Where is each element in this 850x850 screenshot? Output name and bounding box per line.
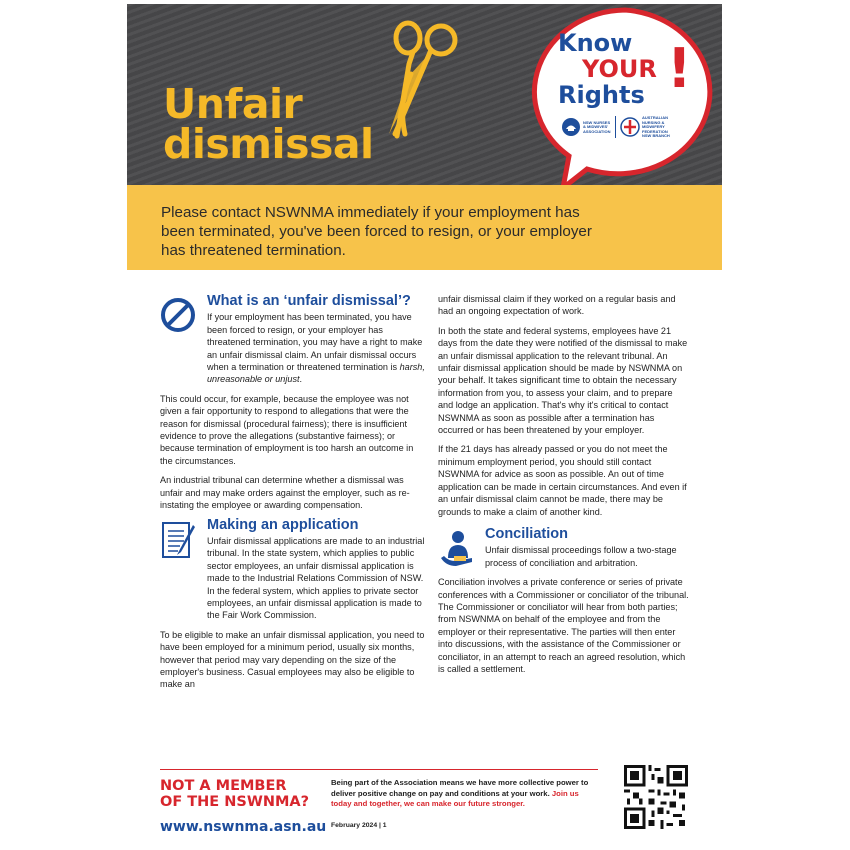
writing-form-icon <box>160 519 198 561</box>
right-p1: unfair dismissal claim if they worked on a regular basis and had an ongoing expectation of work. <box>438 294 676 317</box>
know-your-rights-heading <box>558 30 657 108</box>
footer-date-page: February 2024 | 1 <box>331 822 387 829</box>
footer-body-text: Being part of the Association means we have more collective power to deliver positive change on pay and conditions at your work. <box>331 778 589 798</box>
page-title <box>163 80 374 168</box>
what-p2: This could occur, for example, because the employee was not given a fair opportunity to respond to allegations that were the reason for dismissal (procedural fairness); there is insufficient evidence to prove the allegations (substantive fairness); or because termination of employment is too harsh an outcome in the circumstances. <box>160 393 414 466</box>
nswnma-logo-icon <box>561 117 581 137</box>
what-p1-text: If your employment has been terminated, you have been forced to resign, or your employer has threatened termination, you may have a right to make an unfair dismissal claim. An unfair dismissal occurs when a termination or threatened termination is <box>207 312 423 373</box>
right-p3: If the 21 days has already passed or you do not meet the minimum employment period, you should still contact NSWNMA for advice as soon as possible. An out of time application can be made in certain circumstances. And even if an unfair dismissal claim cannot be made, there may be grounds to make a claim of another kind. <box>438 444 687 517</box>
section-title-making: Making an application <box>207 516 359 533</box>
handshake-person-icon <box>438 528 476 572</box>
what-p3: An industrial tribunal can determine whether a dismissal was unfair and may make orders against the employer, such as re-instating the employee or awarding compensation. <box>160 475 410 511</box>
right-p2: In both the state and federal systems, employees have 21 days from the date they were notified of the dismissal to make an unfair dismissal application to the relevant tribunal. An unfair dismissal application should be made by NSWNMA on your behalf. It takes significant time to obtain the necessary information from you, to assess your claim, and to prepare and lodge an application. That's why it's critical to contact NSWNMA as soon as possible after a termination has occurred or has been threatened by your employer. <box>438 325 688 436</box>
exclamation-mark: ! <box>667 37 692 100</box>
document-page <box>127 4 722 846</box>
website-link[interactable]: www.nswnma.asn.au <box>160 819 327 835</box>
title-line-1: Unfair <box>163 80 303 128</box>
prohibited-icon <box>160 297 196 333</box>
left-column <box>160 294 428 698</box>
section-conciliation <box>438 525 689 569</box>
anmf-logo-text: AUSTRALIAN NURSING & MIDWIFERY FEDERATION NSW BRANCH <box>642 115 670 138</box>
qr-code-icon[interactable] <box>624 765 688 829</box>
footer-body <box>331 778 601 810</box>
footer-title <box>160 778 309 810</box>
footer-title-line-1: NOT A MEMBER <box>160 778 287 794</box>
anmf-logo-icon <box>620 117 640 137</box>
making-p1: Unfair dismissal applications are made to an industrial tribunal. In the state system, which applies to public sector employees, an unfair dismissal application is made to the Industrial Relations Commission of NSW. In the federal system, which applies to private sector employees, an unfair dismissal application is made to the Fair Work Commission. <box>207 535 425 621</box>
what-p1-emphasis: harsh, unreasonable or unjust <box>207 362 425 385</box>
what-p1-intro <box>207 311 428 385</box>
section-making <box>160 516 428 622</box>
section-what <box>160 295 428 386</box>
intro-banner-text: Please contact NSWNMA immediately if your employment has been terminated, you've been forced to resign, or your employer has threatened termination. <box>161 204 592 259</box>
badge-know: Know <box>558 29 633 57</box>
conciliation-p2: Conciliation involves a private conference or series of private conferences with a Commissioner or conciliator of the tribunal. The Commissioner or conciliator will hear from both parties; from NSWNMA on behalf of the employee and from the employer or their representative. The parties will then enter into discussions, with the assistance of the Commissioner or conciliator, in an attempt to reach an agreed resolution, which is called a settlement. <box>438 577 689 674</box>
footer-divider <box>160 769 598 770</box>
right-column <box>438 293 689 682</box>
making-p2: To be eligible to make an unfair dismissal application, you need to have been employed for a minimum period, usually six months, however that period may vary depending on the size of the employer's business. Casual employees may also be eligible to make an <box>160 629 425 690</box>
section-title-what: What is an ‘unfair dismissal’? <box>207 293 411 309</box>
footer-join-text: Join us today and together, we can make our future stronger. <box>331 788 579 809</box>
nswnma-logo-text: NSW NURSES & MIDWIVES' ASSOCIATION <box>583 119 611 134</box>
title-line-2: dismissal <box>163 120 374 168</box>
what-p1-end: . <box>299 374 303 385</box>
nswnma-logo <box>561 117 611 137</box>
logo-divider <box>615 116 616 138</box>
section-title-conciliation: Conciliation <box>485 525 568 542</box>
badge-rights: Rights <box>558 81 645 109</box>
footer-title-line-2: OF THE NSWNMA? <box>160 794 310 810</box>
conciliation-p1: Unfair dismissal proceedings follow a two-stage process of conciliation and arbitration. <box>485 545 677 568</box>
badge-your: YOUR <box>582 55 657 83</box>
association-logos <box>561 116 670 139</box>
anmf-logo <box>620 116 670 139</box>
